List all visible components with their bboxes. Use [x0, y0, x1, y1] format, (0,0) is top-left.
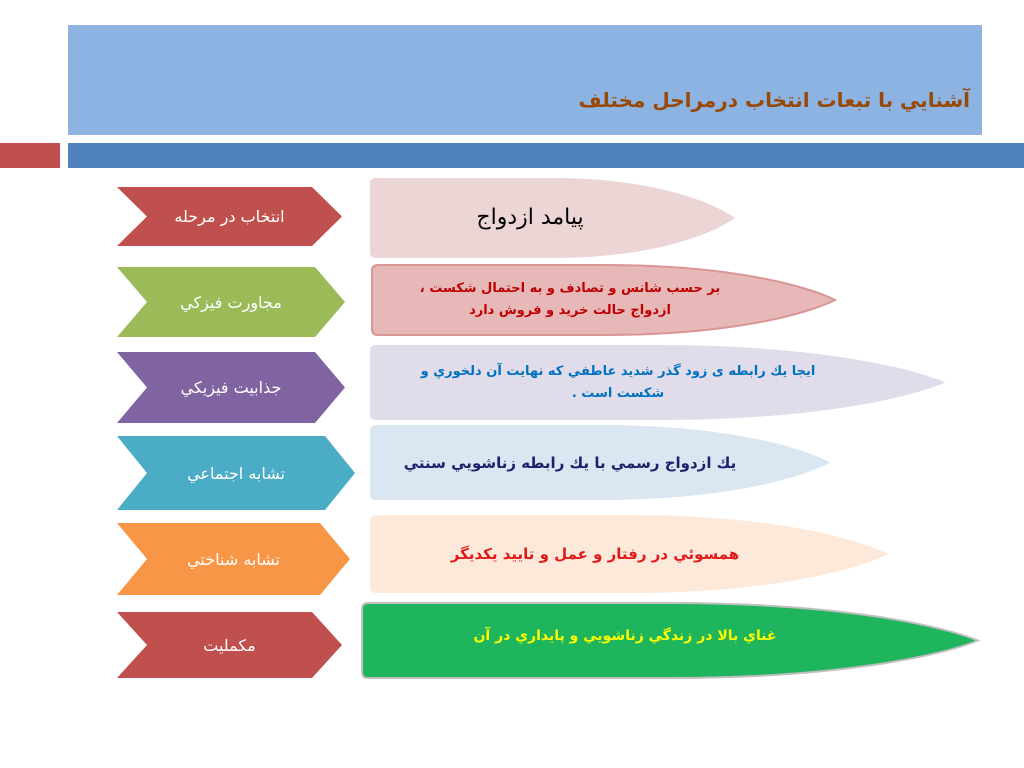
- outcome-text: [370, 425, 770, 500]
- outcome-text: [372, 265, 768, 335]
- slide-title: آشنايي با تبعات انتخاب درمراحل مختلف: [578, 88, 970, 112]
- outcome-line: [358, 361, 878, 383]
- outcome-line: [370, 203, 690, 233]
- outcome-line-text: يك ازدواج رسمي با يك رابطه زناشويي سنتي: [403, 453, 737, 472]
- outcome-line: [380, 625, 870, 647]
- outcome-line-text: همسوئي در رفتار و عمل و تاييد يكديگر: [450, 545, 740, 563]
- outcome-text: [380, 515, 810, 593]
- stage-label: مكمليت: [203, 635, 256, 655]
- outcome-line: [372, 300, 768, 322]
- outcome-text: [358, 345, 878, 420]
- outcome-line-text: ايجا يك رابطه ی زود گذر شديد عاطفي كه نهايت آن دلخوري و: [420, 363, 816, 379]
- outcome-line: [380, 542, 810, 566]
- outcome-line-text: غناي بالا در زندگي زناشويي و پايداري در آن: [473, 628, 777, 644]
- outcome-line: [372, 278, 768, 300]
- stage-label: انتخاب در مرحله: [174, 207, 285, 226]
- outcome-line-text: پيامد ازدواج: [476, 205, 584, 230]
- outcome-line-text: بر حسب شانس و تصادف و به احتمال شكست ،: [419, 281, 721, 296]
- outcome-line-text: شكست است .: [571, 385, 665, 401]
- stage-label: جذابيت فيزيكي: [180, 378, 282, 397]
- stage-label: تشابه اجتماعي: [187, 463, 285, 483]
- outcome-line: [370, 451, 770, 475]
- outcome-line-text: ازدواج حالت خريد و فروش دارد: [469, 303, 671, 318]
- outcome-line: [358, 383, 878, 405]
- outcome-text: [380, 603, 870, 669]
- stage-label: مجاورت فيزكي: [180, 292, 282, 312]
- stage-label: تشابه شناختي: [187, 549, 280, 569]
- outcome-text: [370, 178, 690, 258]
